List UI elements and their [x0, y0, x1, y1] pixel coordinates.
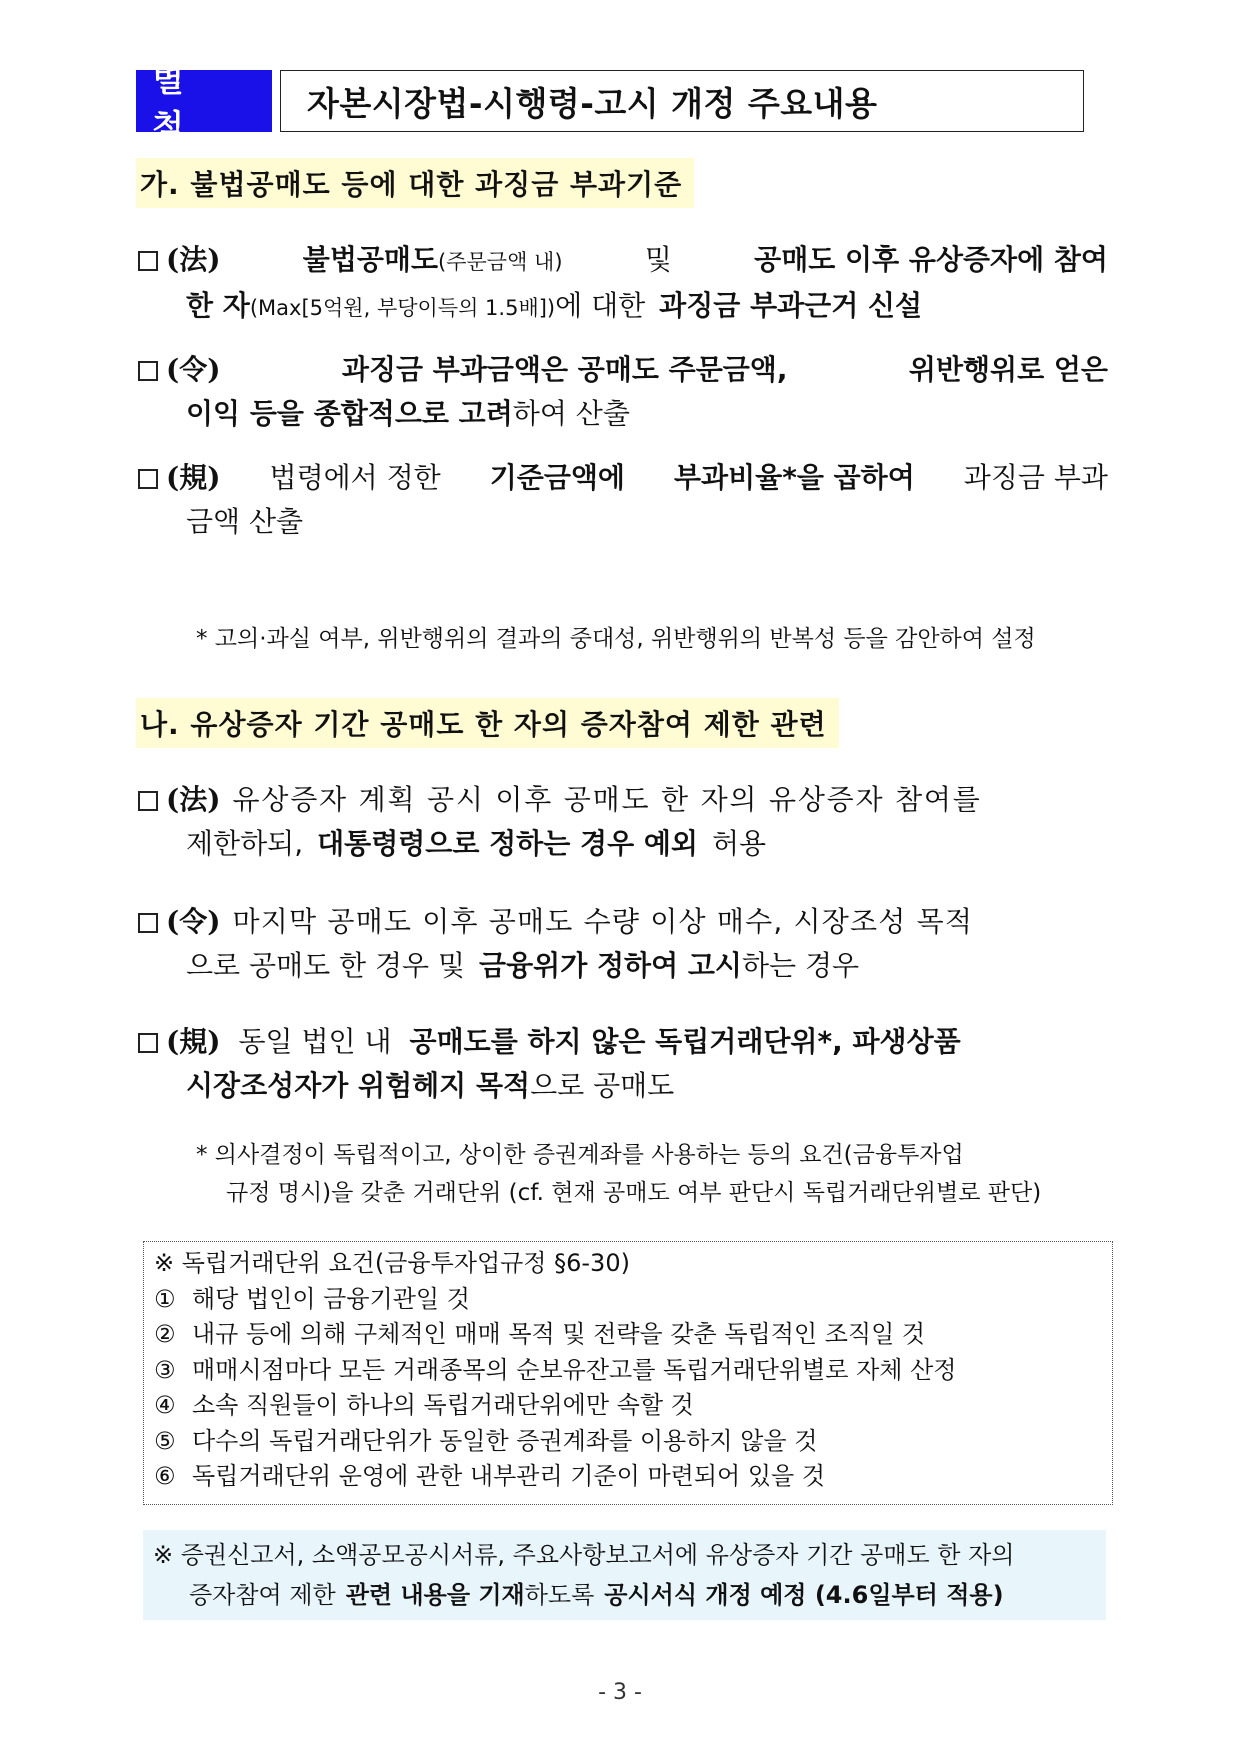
item-text: 법령에서 정한 [269, 461, 441, 494]
independent-trading-unit-requirements [143, 1241, 1113, 1505]
item-text: 금액 산출 [186, 505, 304, 538]
footnote-line: * 의사결정이 독립적이고, 상이한 증권계좌를 사용하는 등의 요건(금융투자업 [196, 1142, 964, 1168]
section-a-heading: 가. 불법공매도 등에 대한 과징금 부과기준 [136, 158, 694, 208]
section-a-item-rule [138, 456, 1108, 544]
checkbox-icon [138, 913, 158, 933]
item-text: 대통령령으로 정하는 경우 예외 [317, 827, 698, 860]
law-tag: (法) [166, 783, 221, 816]
disclosure-note [143, 1530, 1106, 1620]
checkbox-icon [138, 361, 158, 381]
item-text: 기준금액에 [489, 461, 625, 494]
checkbox-icon [138, 469, 158, 489]
item-text: 동일 법인 내 [238, 1025, 392, 1058]
item-text: 불법공매도(주문금액 내) [302, 243, 563, 276]
item-text: 과징금 부과금액은 공매도 주문금액, [341, 353, 788, 386]
list-item: ③ 매매시점마다 모든 거래종목의 순보유잔고를 독립거래단위별로 자체 산정 [154, 1355, 957, 1384]
footnote: * 고의·과실 여부, 위반행위의 결과의 중대성, 위반행위의 반복성 등을 감안하여 설정 [196, 626, 1036, 652]
item-text: 위반행위로 얻은 [908, 353, 1108, 386]
list-item: ⑤ 다수의 독립거래단위가 동일한 증권계좌를 이용하지 않을 것 [154, 1426, 818, 1455]
list-item: ① 해당 법인이 금융기관일 것 [154, 1284, 470, 1313]
item-text: 마지막 공매도 이후 공매도 수량 이상 매수, 시장조성 목적 [232, 905, 974, 938]
item-text: 공매도 이후 유상증자에 참여 [754, 243, 1108, 276]
list-item: ④ 소속 직원들이 하나의 독립거래단위에만 속할 것 [154, 1391, 694, 1419]
list-item: ⑥ 독립거래단위 운영에 관한 내부관리 기준이 마련되어 있을 것 [154, 1462, 826, 1490]
item-text: 으로 공매도 [530, 1069, 675, 1102]
document-title: 자본시장법-시행령-고시 개정 주요내용 [280, 70, 1084, 132]
footnote [196, 1136, 1112, 1212]
section-b-item-decree [138, 900, 1108, 988]
checkbox-icon [138, 1033, 158, 1053]
item-text: 허용 [711, 827, 767, 860]
item-text: 하여 산출 [512, 397, 630, 430]
item-text: 금융위가 정하여 고시 [479, 949, 742, 982]
checkbox-icon [138, 791, 158, 811]
note-line: ※ 증권신고서, 소액공모공시서류, 주요사항보고서에 유상증자 기간 공매도 한 자의 [153, 1541, 1015, 1569]
list-item: ② 내규 등에 의해 구체적인 매매 목적 및 전략을 갖춘 독립적인 조직일 것 [154, 1320, 926, 1348]
note-line: 증자참여 제한 관련 내용을 기재 하도록 공시서식 개정 예정 (4.6일부터 적용) [189, 1581, 1004, 1609]
section-a-item-decree [138, 348, 1108, 436]
section-b-item-rule [138, 1020, 1108, 1108]
item-text: 이익 등을 종합적으로 고려 [186, 397, 513, 430]
item-text: 및 [644, 243, 672, 276]
item-text: 시장조성자가 위험헤지 목적 [186, 1069, 531, 1102]
checkbox-icon [138, 251, 158, 271]
item-text: 공매도를 하지 않은 독립거래단위*, 파생상품 [409, 1025, 961, 1058]
footnote-line: 규정 명시)을 갖춘 거래단위 (cf. 현재 공매도 여부 판단시 독립거래단위별로 판단) [226, 1180, 1042, 1206]
item-text: 제한하되, [186, 827, 304, 860]
item-text: 한 자(Max[5억원, 부당이득의 1.5배])에 대한 [186, 289, 646, 322]
section-b-item-law [138, 778, 1108, 866]
section-a-item-law [138, 238, 1108, 330]
page-number: - 3 - [598, 1680, 642, 1705]
item-text: 과징금 부과 [963, 461, 1108, 494]
decree-tag: (令) [166, 905, 221, 938]
attachment-tag: 별 첨 [136, 70, 272, 132]
item-text: 부과비율*을 곱하여 [674, 461, 915, 494]
decree-tag: (令) [166, 353, 221, 386]
item-text: 과징금 부과근거 신설 [659, 289, 923, 322]
rule-tag: (規) [166, 1025, 221, 1058]
rule-tag: (規) [166, 461, 221, 494]
requirements-title: ※ 독립거래단위 요건(금융투자업규정 §6-30) [154, 1249, 630, 1277]
item-text: 으로 공매도 한 경우 및 [186, 949, 466, 982]
law-tag: (法) [166, 243, 221, 276]
section-b-heading: 나. 유상증자 기간 공매도 한 자의 증자참여 제한 관련 [136, 698, 839, 748]
item-text: 하는 경우 [741, 949, 860, 982]
item-text: 유상증자 계획 공시 이후 공매도 한 자의 유상증자 참여를 [232, 783, 982, 816]
